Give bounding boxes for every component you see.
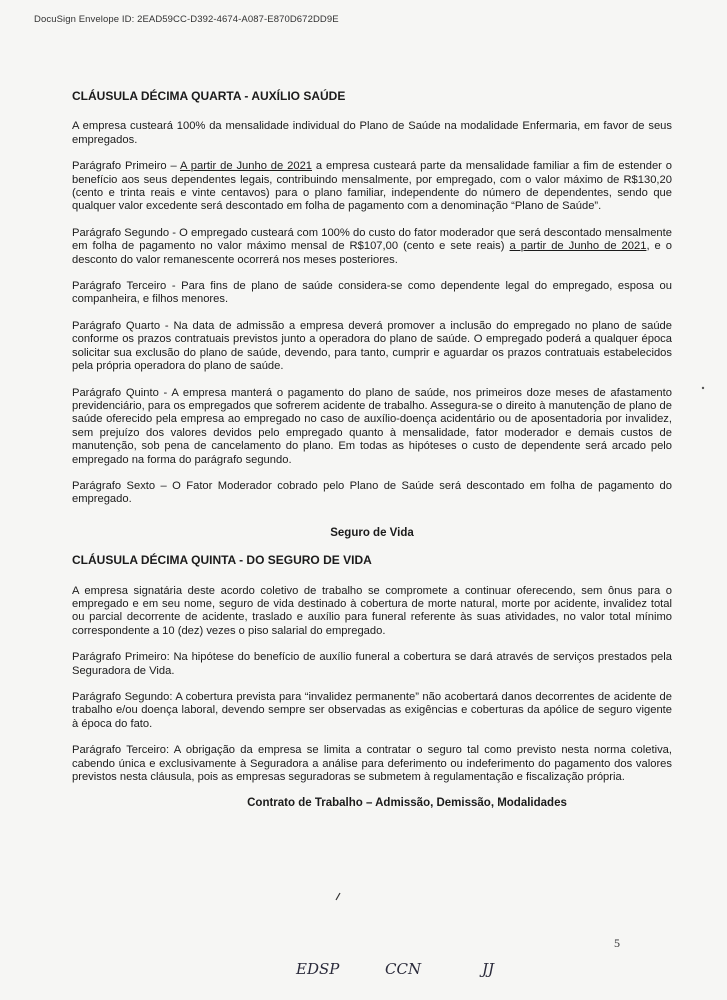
clause-14-paragraph-5: Parágrafo Quinto - A empresa manterá o pagamento do plano de saúde, nos primeiros doze meses de afastamento previdenciário, para os empregados que sofrerem acidente de trabalho. Assegura-se o direito à manutenção de plano de saúde oferecido pela empresa ao empregado no caso de auxílio-doença acidentário ou de aposentadoria por invalidez, sem prejuízo dos valores devidos pelo empregado quanto à mensalidade, fator moderador e demais custos de manutenção, sob pena de cancelamento do plano. Em todas as hipóteses o custo de dependente será arcado pelo empregado na forma do parágrafo segundo. (72, 386, 672, 466)
clause-14-paragraph-4: Parágrafo Quarto - Na data de admissão a empresa deverá promover a inclusão do empregado no plano de saúde conforme os prazos contratuais previstos junto a operadora do plano de saúde. O empregado poderá a qualquer época solicitar sua exclusão do plano de saúde, devendo, para tanto, cumprir e aguardar os prazos contratuais estabelecidos pela própria operadora do plano de saúde. (72, 319, 672, 373)
page-number: 5 (614, 936, 620, 950)
document-body (72, 90, 672, 811)
next-section-title: Contrato de Trabalho – Admissão, Demissão, Modalidades (247, 797, 567, 810)
clause-15-paragraph-3: Parágrafo Terceiro: A obrigação da empresa se limita a contratar o seguro tal como previsto nesta norma coletiva, cabendo única e exclusivamente à Seguradora a análise para deferimento ou indeferimento do pagamento dos valores previstos nesta cláusula, pois as empresas seguradoras se submetem à regulamentação e fiscalização própria. (72, 744, 672, 784)
clause-14-paragraph-3: Parágrafo Terceiro - Para fins de plano de saúde considera-se como dependente legal do empregado, esposa ou companheira, e filhos menores. (72, 280, 672, 306)
clause-14-paragraph-2 (72, 227, 672, 267)
initials-signature-3: JJ (482, 960, 495, 978)
clause-15-paragraph-1: Parágrafo Primeiro: Na hipótese do benefício de auxílio funeral a cobertura se dará através de serviços prestados pela Seguradora de Vida. (72, 651, 672, 677)
scan-speck-mark (700, 385, 706, 391)
clause-15-heading: CLÁUSULA DÉCIMA QUINTA - DO SEGURO DE VIDA (72, 553, 372, 568)
pen-tick-mark (334, 891, 342, 901)
initials-signature-1: EDSP (296, 960, 340, 978)
clause-14-p1-lead: Parágrafo Primeiro – (72, 160, 181, 173)
clause-14-intro: A empresa custeará 100% da mensalidade individual do Plano de Saúde na modalidade Enfermaria, em favor de seus empregados. (72, 120, 672, 146)
clause-14-p2-date: a partir de Junho de 2021 (509, 240, 647, 253)
clause-14-p2-rest: , e o desconto do valor remanescente ocorrerá nos meses posteriores. (72, 240, 672, 266)
clause-14-p1-date: A partir de Junho de 2021 (180, 160, 313, 173)
clause-15-intro: A empresa signatária deste acordo coletivo de trabalho se compromete a continuar oferecendo, sem ônus para o empregado e em seu nome, seguro de vida destinado à cobertura de morte natural, morte por acidente, invalidez total ou parcial decorrente de acidente, traslado e auxílio para funeral referente às suas atividades, no valor total mínimo correspondente a 10 (dez) vezes o piso salarial do empregado. (72, 584, 672, 637)
docusign-envelope-id: DocuSign Envelope ID: 2EAD59CC-D392-4674-A087-E870D672DD9E (34, 14, 339, 25)
section-title-seguro-de-vida: Seguro de Vida (330, 526, 414, 539)
initials-signature-2: CCN (385, 960, 422, 978)
clause-14-p1-rest: a empresa custeará parte da mensalidade familiar a fim de estender o benefício aos seus dependentes legais, contribuindo mensalmente, por empregado, com o valor máximo de R$130,20 (cento e trinta reais e vinte centavos) para o plano familiar, independente do número de dependentes, sendo que qualquer valor excedente será descontado em folha de pagamento com a denominação “Plano de Saúde”. (72, 160, 672, 213)
clause-14-p2-lead: Parágrafo Segundo - O empregado custeará com 100% do custo do fator moderador que será descontado mensalmente em folha de pagamento no valor máximo mensal de R$107,00 (cento e sete reais) (72, 226, 672, 253)
clause-14-paragraph-6: Parágrafo Sexto – O Fator Moderador cobrado pelo Plano de Saúde será descontado em folha de pagamento do empregado. (72, 479, 672, 506)
clause-14-paragraph-1 (72, 160, 672, 214)
clause-15-paragraph-2: Parágrafo Segundo: A cobertura prevista para “invalidez permanente” não acobertará danos decorrentes de acidente de trabalho e/ou doença laboral, devendo sempre ser observadas as exigências e coberturas da apólice de seguro vigente à época do fato. (72, 691, 672, 730)
clause-14-heading: CLÁUSULA DÉCIMA QUARTA - AUXÍLIO SAÚDE (72, 89, 346, 103)
